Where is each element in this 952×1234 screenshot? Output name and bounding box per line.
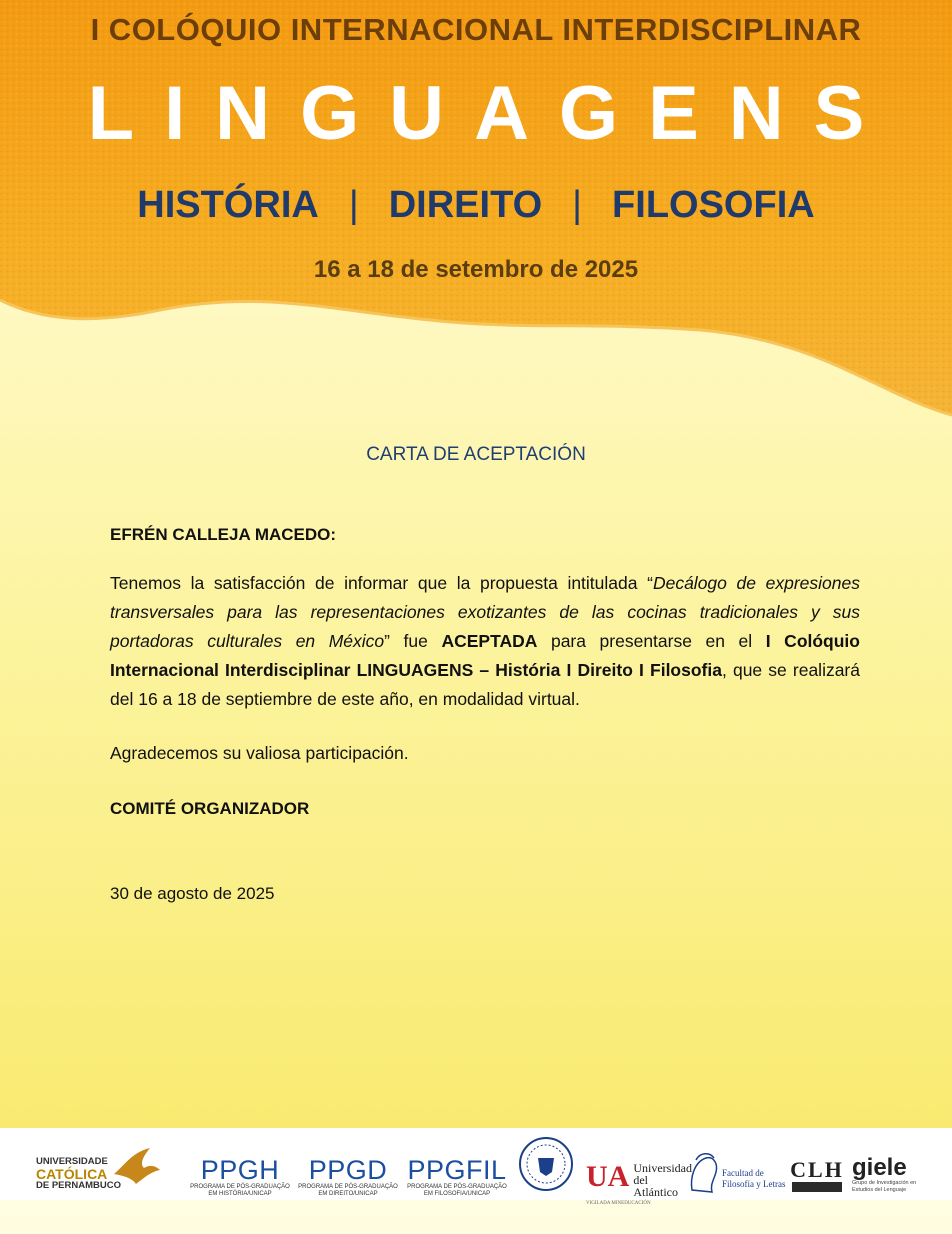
ucp-line1: UNIVERSIDADE <box>36 1156 108 1167</box>
recipient-name: EFRÉN CALLEJA MACEDO: <box>110 525 337 544</box>
body-text-start: Tenemos la satisfacción de informar que la propuesta intitulada “ <box>110 573 653 593</box>
clh-mark: CLH <box>790 1157 844 1182</box>
event-name: I Colóquio Internacional Interdisciplinar LINGUAGENS – História I Direito I Filosofia <box>110 631 860 680</box>
body-text-mid2: para presentarse en el <box>537 631 766 651</box>
event-banner <box>0 0 952 420</box>
clh-logo <box>790 1158 844 1230</box>
sponsor-logos <box>0 1128 952 1206</box>
signature: COMITÉ ORGANIZADOR <box>110 799 310 818</box>
ppgh-sub2: EM HISTÓRIA/UNICAP <box>208 1191 272 1197</box>
letter-heading: CARTA DE ACEPTACIÓN <box>366 444 586 465</box>
thanks-line: Agradecemos su valiosa participación. <box>110 743 409 763</box>
ppgd-acronym: PPGD <box>308 1155 388 1185</box>
ua-mark: UA <box>586 1160 630 1193</box>
letter-body <box>110 569 860 714</box>
area-separator: | <box>572 184 583 226</box>
ffl-line1: Facultad de <box>722 1168 764 1178</box>
athena-head-icon <box>686 1150 720 1196</box>
ppgd-logo <box>298 1128 398 1200</box>
event-areas <box>0 184 952 227</box>
body-text-end: , que se realizará del 16 a 18 de septiembre de este año, en modalidad virtual. <box>110 660 860 709</box>
ffl-logo <box>686 1150 786 1200</box>
body-text-mid: ” fue <box>384 631 442 651</box>
clh-bar <box>792 1182 842 1192</box>
ua-logo <box>586 1162 692 1234</box>
ua-line2: del Atlántico <box>633 1173 678 1199</box>
area-separator: | <box>348 184 359 226</box>
ppgh-acronym: PPGH <box>200 1155 280 1185</box>
ppgfil-sub1: PROGRAMA DE PÓS-GRADUAÇÃO <box>407 1184 507 1190</box>
ppgd-sub1: PROGRAMA DE PÓS-GRADUAÇÃO <box>298 1184 398 1190</box>
giele-logo <box>852 1156 932 1228</box>
ffl-line2: Filosofía y Letras <box>722 1179 786 1189</box>
giele-line2: Estudios del Lenguaje <box>852 1187 907 1193</box>
event-title: LINGUAGENS <box>87 71 895 156</box>
university-seal-icon <box>518 1136 574 1192</box>
proposal-title: Decálogo de expresiones transversales para las representaciones exotizantes de las cocinas tradicionales y sus portadoras culturales en México <box>110 573 860 651</box>
ucp-line3: DE PERNAMBUCO <box>36 1180 121 1191</box>
giele-line1: Grupo de Investigación en <box>852 1180 917 1186</box>
acceptance-status: ACEPTADA <box>441 631 538 651</box>
giele-mark: giele <box>852 1154 907 1181</box>
ucp-line2: CATÓLICA <box>36 1166 108 1182</box>
ua-line3: VIGILADA MINEDUCACIÓN <box>586 1201 651 1206</box>
letter-date: 30 de agosto de 2025 <box>110 884 275 903</box>
area-philosophy: FILOSOFIA <box>612 184 815 226</box>
ppgfil-sub2: EM FILOSOFIA/UNICAP <box>423 1191 491 1197</box>
area-law: DIREITO <box>388 184 543 226</box>
colloquium-subtitle: I COLÓQUIO INTERNACIONAL INTERDISCIPLINAR <box>90 12 862 47</box>
event-dates: 16 a 18 de setembro de 2025 <box>313 256 639 283</box>
ppgh-logo <box>190 1128 290 1200</box>
ppgfil-logo <box>402 1128 512 1200</box>
ppgd-sub2: EM DIREITO/UNICAP <box>318 1191 378 1197</box>
ua-line1: Universidad <box>633 1161 692 1175</box>
area-history: HISTÓRIA <box>137 184 319 226</box>
ppgh-sub1: PROGRAMA DE PÓS-GRADUAÇÃO <box>190 1184 290 1190</box>
dove-icon <box>110 1144 162 1190</box>
ppgfil-acronym: PPGFIL <box>407 1155 507 1185</box>
